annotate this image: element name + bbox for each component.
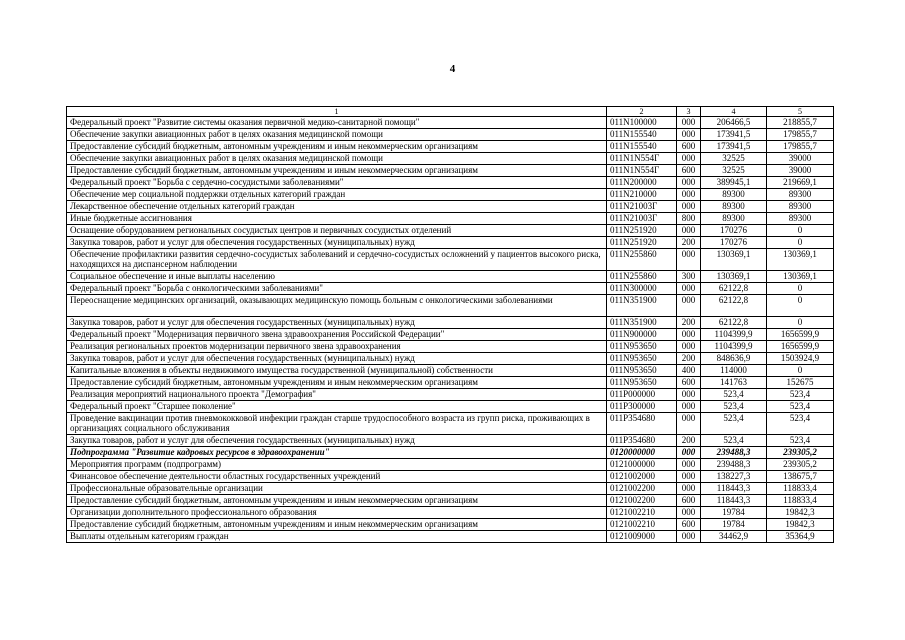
row-value-2-cell: 0 xyxy=(767,317,834,329)
row-type-cell: 600 xyxy=(677,165,701,177)
table-row xyxy=(67,177,834,189)
row-value-2-cell: 130369,1 xyxy=(767,271,834,283)
row-name-cell: Лекарственное обеспечение отдельных категорий граждан xyxy=(67,201,607,213)
row-type-cell: 000 xyxy=(677,329,701,341)
row-value-2-cell: 179855,7 xyxy=(767,129,834,141)
row-code-cell: 011N200000 xyxy=(607,177,677,189)
row-value-1-cell: 173941,5 xyxy=(701,141,767,153)
row-value-1-cell: 130369,1 xyxy=(701,249,767,271)
row-value-1-cell: 523,4 xyxy=(701,401,767,413)
row-value-2-cell: 89300 xyxy=(767,213,834,225)
row-value-1-cell: 173941,5 xyxy=(701,129,767,141)
row-code-cell: 011P300000 xyxy=(607,401,677,413)
row-type-cell: 000 xyxy=(677,189,701,201)
row-code-cell: 0121000000 xyxy=(607,459,677,471)
table-row xyxy=(67,201,834,213)
row-type-cell: 000 xyxy=(677,117,701,129)
row-value-2-cell: 138675,7 xyxy=(767,471,834,483)
row-value-1-cell: 32525 xyxy=(701,165,767,177)
table-row xyxy=(67,283,834,295)
row-type-cell: 400 xyxy=(677,365,701,377)
row-type-cell: 200 xyxy=(677,353,701,365)
row-value-1-cell: 19784 xyxy=(701,519,767,531)
table-row xyxy=(67,317,834,329)
row-value-1-cell: 170276 xyxy=(701,237,767,249)
row-name-cell: Предоставление субсидий бюджетным, автономным учреждениям и иным некоммерческим организациям xyxy=(67,495,607,507)
row-name-cell: Федеральный проект "Борьба с сердечно-сосудистыми заболеваниями" xyxy=(67,177,607,189)
page-number: 4 xyxy=(449,63,456,75)
table-row xyxy=(67,141,834,153)
row-type-cell: 000 xyxy=(677,459,701,471)
row-value-1-cell: 523,4 xyxy=(701,435,767,447)
row-name-cell: Обеспечение закупки авиационных работ в целях оказания медицинской помощи xyxy=(67,129,607,141)
table-row xyxy=(67,435,834,447)
row-code-cell: 011N900000 xyxy=(607,329,677,341)
row-name-cell: Предоставление субсидий бюджетным, автономным учреждениям и иным некоммерческим организациям xyxy=(67,519,607,531)
row-code-cell: 011N953650 xyxy=(607,341,677,353)
row-value-1-cell: 138227,3 xyxy=(701,471,767,483)
row-value-1-cell: 62122,8 xyxy=(701,283,767,295)
row-value-2-cell: 39000 xyxy=(767,165,834,177)
row-type-cell: 000 xyxy=(677,295,701,317)
row-value-2-cell: 118833,4 xyxy=(767,483,834,495)
row-name-cell: Переоснащение медицинских организаций, оказывающих медицинскую помощь больным с онкологическими заболеваниями xyxy=(67,295,607,317)
row-value-2-cell: 39000 xyxy=(767,153,834,165)
table-row xyxy=(67,353,834,365)
row-code-cell: 011N155540 xyxy=(607,129,677,141)
row-value-2-cell: 130369,1 xyxy=(767,249,834,271)
table-row xyxy=(67,519,834,531)
row-value-1-cell: 848636,9 xyxy=(701,353,767,365)
row-name-cell: Обеспечение закупки авиационных работ в целях оказания медицинской помощи xyxy=(67,153,607,165)
row-name-cell: Оснащение оборудованием региональных сосудистых центров и первичных сосудистых отделений xyxy=(67,225,607,237)
row-value-1-cell: 19784 xyxy=(701,507,767,519)
row-type-cell: 000 xyxy=(677,401,701,413)
budget-table-body xyxy=(67,107,834,543)
row-type-cell: 600 xyxy=(677,377,701,389)
row-code-cell: 011N155540 xyxy=(607,141,677,153)
row-name-cell: Закупка товаров, работ и услуг для обеспечения государственных (муниципальных) нужд xyxy=(67,237,607,249)
table-row xyxy=(67,129,834,141)
row-name-cell: Обеспечение профилактики развития сердечно-сосудистых заболеваний и сердечно-сосудистых осложнений у пациентов высокого риска, находящихся на диспансерном наблюдении xyxy=(67,249,607,271)
row-type-cell: 000 xyxy=(677,249,701,271)
row-code-cell: 011N953650 xyxy=(607,377,677,389)
row-value-2-cell: 219669,1 xyxy=(767,177,834,189)
row-value-2-cell: 19842,3 xyxy=(767,507,834,519)
row-name-cell: Финансовое обеспечение деятельности областных государственных учреждений xyxy=(67,471,607,483)
row-name-cell: Предоставление субсидий бюджетным, автономным учреждениям и иным некоммерческим организациям xyxy=(67,377,607,389)
row-type-cell: 600 xyxy=(677,141,701,153)
row-value-1-cell: 239488,3 xyxy=(701,459,767,471)
table-row xyxy=(67,377,834,389)
row-code-cell: 0121002210 xyxy=(607,507,677,519)
row-code-cell: 011N1N554Г xyxy=(607,165,677,177)
table-row xyxy=(67,271,834,283)
row-value-1-cell: 141763 xyxy=(701,377,767,389)
row-code-cell: 011N1N554Г xyxy=(607,153,677,165)
row-value-2-cell: 523,4 xyxy=(767,413,834,435)
row-type-cell: 200 xyxy=(677,435,701,447)
row-code-cell: 011N351900 xyxy=(607,317,677,329)
row-type-cell: 200 xyxy=(677,237,701,249)
row-code-cell: 0121002200 xyxy=(607,483,677,495)
row-value-2-cell: 239305,2 xyxy=(767,459,834,471)
row-code-cell: 0121002200 xyxy=(607,495,677,507)
row-code-cell: 011N351900 xyxy=(607,295,677,317)
row-value-2-cell: 152675 xyxy=(767,377,834,389)
row-value-1-cell: 1104399,9 xyxy=(701,329,767,341)
row-value-2-cell: 218855,7 xyxy=(767,117,834,129)
table-row xyxy=(67,531,834,543)
row-type-cell: 600 xyxy=(677,495,701,507)
row-name-cell: Федеральный проект "Модернизация первичного звена здравоохранения Российской Федерации" xyxy=(67,329,607,341)
row-type-cell: 200 xyxy=(677,317,701,329)
table-row xyxy=(67,249,834,271)
row-type-cell: 300 xyxy=(677,271,701,283)
table-row xyxy=(67,413,834,435)
row-value-1-cell: 118443,3 xyxy=(701,495,767,507)
row-type-cell: 600 xyxy=(677,519,701,531)
row-code-cell: 011P000000 xyxy=(607,389,677,401)
row-name-cell: Социальное обеспечение и иные выплаты населению xyxy=(67,271,607,283)
row-code-cell: 011N251920 xyxy=(607,225,677,237)
row-name-cell: Обеспечение мер социальной поддержки отдельных категорий граждан xyxy=(67,189,607,201)
row-value-1-cell: 1104399,9 xyxy=(701,341,767,353)
row-value-2-cell: 523,4 xyxy=(767,435,834,447)
row-code-cell: 0121009000 xyxy=(607,531,677,543)
table-row xyxy=(67,225,834,237)
row-type-cell: 000 xyxy=(677,413,701,435)
row-value-2-cell: 0 xyxy=(767,365,834,377)
row-type-cell: 000 xyxy=(677,129,701,141)
table-row xyxy=(67,459,834,471)
row-value-1-cell: 89300 xyxy=(701,201,767,213)
row-name-cell: Федеральный проект "Борьба с онкологическими заболеваниями" xyxy=(67,283,607,295)
row-name-cell: Мероприятия программ (подпрограмм) xyxy=(67,459,607,471)
row-value-1-cell: 114000 xyxy=(701,365,767,377)
row-name-cell: Федеральный проект "Старшее поколение" xyxy=(67,401,607,413)
row-value-1-cell: 130369,1 xyxy=(701,271,767,283)
row-name-cell: Закупка товаров, работ и услуг для обеспечения государственных (муниципальных) нужд xyxy=(67,317,607,329)
row-value-2-cell: 1503924,9 xyxy=(767,353,834,365)
table-row xyxy=(67,365,834,377)
row-value-2-cell: 118833,4 xyxy=(767,495,834,507)
table-row xyxy=(67,189,834,201)
row-type-cell: 000 xyxy=(677,225,701,237)
column-header: 4 xyxy=(701,107,767,117)
row-name-cell: Проведение вакцинации против пневмококковой инфекции граждан старше трудоспособного возраста из групп риска, проживающих в организациях социального обслуживания xyxy=(67,413,607,435)
table-row xyxy=(67,471,834,483)
row-name-cell: Подпрограмма "Развитие кадровых ресурсов в здравоохранении" xyxy=(67,447,607,459)
row-code-cell: 011N210000 xyxy=(607,189,677,201)
row-name-cell: Иные бюджетные ассигнования xyxy=(67,213,607,225)
row-value-1-cell: 206466,5 xyxy=(701,117,767,129)
budget-table xyxy=(66,106,834,543)
row-name-cell: Предоставление субсидий бюджетным, автономным учреждениям и иным некоммерческим организациям xyxy=(67,141,607,153)
table-row xyxy=(67,117,834,129)
row-type-cell: 000 xyxy=(677,283,701,295)
row-value-1-cell: 34462,9 xyxy=(701,531,767,543)
row-name-cell: Реализация мероприятий национального проекта "Демография" xyxy=(67,389,607,401)
table-row xyxy=(67,507,834,519)
row-code-cell: 011N953650 xyxy=(607,353,677,365)
column-header: 3 xyxy=(677,107,701,117)
row-type-cell: 000 xyxy=(677,447,701,459)
row-code-cell: 0120000000 xyxy=(607,447,677,459)
table-row xyxy=(67,447,834,459)
row-type-cell: 000 xyxy=(677,483,701,495)
row-type-cell: 000 xyxy=(677,389,701,401)
row-name-cell: Закупка товаров, работ и услуг для обеспечения государственных (муниципальных) нужд xyxy=(67,435,607,447)
row-value-2-cell: 89300 xyxy=(767,201,834,213)
row-name-cell: Выплаты отдельным категориям граждан xyxy=(67,531,607,543)
table-row xyxy=(67,495,834,507)
row-type-cell: 000 xyxy=(677,153,701,165)
row-type-cell: 000 xyxy=(677,471,701,483)
table-header-row xyxy=(67,107,834,117)
table-row xyxy=(67,153,834,165)
row-value-1-cell: 239488,3 xyxy=(701,447,767,459)
row-value-2-cell: 523,4 xyxy=(767,401,834,413)
row-value-1-cell: 523,4 xyxy=(701,413,767,435)
row-value-1-cell: 62122,8 xyxy=(701,317,767,329)
row-value-2-cell: 523,4 xyxy=(767,389,834,401)
row-name-cell: Профессиональные образовательные организации xyxy=(67,483,607,495)
row-type-cell: 000 xyxy=(677,201,701,213)
table-row xyxy=(67,295,834,317)
row-code-cell: 011P354680 xyxy=(607,435,677,447)
row-value-1-cell: 523,4 xyxy=(701,389,767,401)
row-value-1-cell: 89300 xyxy=(701,213,767,225)
row-code-cell: 011N300000 xyxy=(607,283,677,295)
row-type-cell: 000 xyxy=(677,507,701,519)
row-code-cell: 0121002210 xyxy=(607,519,677,531)
row-code-cell: 011N251920 xyxy=(607,237,677,249)
row-value-2-cell: 239305,2 xyxy=(767,447,834,459)
row-value-2-cell: 19842,3 xyxy=(767,519,834,531)
row-name-cell: Капитальные вложения в объекты недвижимого имущества государственной (муниципальной) собственности xyxy=(67,365,607,377)
column-header: 5 xyxy=(767,107,834,117)
row-value-1-cell: 170276 xyxy=(701,225,767,237)
row-type-cell: 000 xyxy=(677,531,701,543)
row-value-1-cell: 89300 xyxy=(701,189,767,201)
row-type-cell: 800 xyxy=(677,213,701,225)
table-row xyxy=(67,329,834,341)
row-value-1-cell: 62122,8 xyxy=(701,295,767,317)
row-code-cell: 011P354680 xyxy=(607,413,677,435)
row-value-2-cell: 89300 xyxy=(767,189,834,201)
column-header: 2 xyxy=(607,107,677,117)
table-row xyxy=(67,401,834,413)
row-code-cell: 0121002000 xyxy=(607,471,677,483)
column-header: 1 xyxy=(67,107,607,117)
row-value-2-cell: 0 xyxy=(767,225,834,237)
row-code-cell: 011N21003Г xyxy=(607,201,677,213)
table-row xyxy=(67,213,834,225)
table-row xyxy=(67,165,834,177)
row-name-cell: Реализация региональных проектов модернизации первичного звена здравоохранения xyxy=(67,341,607,353)
row-value-1-cell: 32525 xyxy=(701,153,767,165)
row-code-cell: 011N100000 xyxy=(607,117,677,129)
row-type-cell: 000 xyxy=(677,177,701,189)
row-name-cell: Федеральный проект "Развитие системы оказания первичной медико-санитарной помощи" xyxy=(67,117,607,129)
row-value-2-cell: 1656599,9 xyxy=(767,341,834,353)
row-name-cell: Закупка товаров, работ и услуг для обеспечения государственных (муниципальных) нужд xyxy=(67,353,607,365)
row-value-2-cell: 1656599,9 xyxy=(767,329,834,341)
row-value-2-cell: 179855,7 xyxy=(767,141,834,153)
row-code-cell: 011N953650 xyxy=(607,365,677,377)
row-value-2-cell: 35364,9 xyxy=(767,531,834,543)
row-code-cell: 011N21003Г xyxy=(607,213,677,225)
table-row xyxy=(67,237,834,249)
row-value-1-cell: 118443,3 xyxy=(701,483,767,495)
table-row xyxy=(67,341,834,353)
table-row xyxy=(67,483,834,495)
row-code-cell: 011N255860 xyxy=(607,271,677,283)
row-name-cell: Предоставление субсидий бюджетным, автономным учреждениям и иным некоммерческим организациям xyxy=(67,165,607,177)
row-value-2-cell: 0 xyxy=(767,237,834,249)
row-type-cell: 000 xyxy=(677,341,701,353)
row-code-cell: 011N255860 xyxy=(607,249,677,271)
row-value-2-cell: 0 xyxy=(767,295,834,317)
row-name-cell: Организации дополнительного профессионального образования xyxy=(67,507,607,519)
table-row xyxy=(67,389,834,401)
row-value-2-cell: 0 xyxy=(767,283,834,295)
row-value-1-cell: 389945,1 xyxy=(701,177,767,189)
